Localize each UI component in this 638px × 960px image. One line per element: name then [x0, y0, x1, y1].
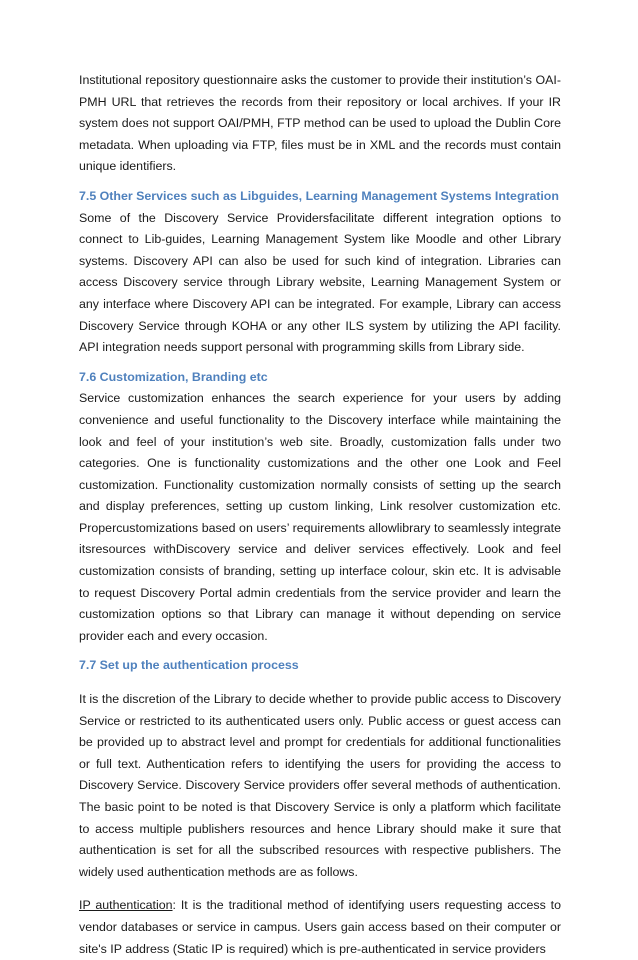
section-7-6-heading: 7.6 Customization, Branding etc: [79, 369, 268, 384]
section-7-5-heading: 7.5 Other Services such as Libguides, Learning Management Systems Integration: [79, 188, 559, 203]
ip-authentication-term: IP authentication: [79, 898, 173, 913]
section-7-7-paragraph: It is the discretion of the Library to decide whether to provide public access to Discovery Service or restricted to its authenticated users only. Public access or guest access can be provided up to abstract level and prompt for credentials for additional functionalities or full text. Authentication refers to identifying the users for providing the access to Discovery Service. Discovery Service providers offer several methods of authentication. The basic point to be noted is that Discovery Service is only a platform which facilitate to access multiple publishers resources and hence Library should make it sure that authentication is set for all the subscribed resources with respective publishers. The widely used authentication methods are as follows.: [79, 692, 561, 879]
intro-paragraph: Institutional repository questionnaire asks the customer to provide their institution’s OAI-PMH URL that retrieves the records from their repository or local archives. If your IR system does not support OAI/PMH, FTP method can be used to upload the Dublin Core metadata. When uploading via FTP, files must be in XML and the records must contain unique identifiers.: [79, 73, 561, 174]
section-7-5-paragraph: Some of the Discovery Service Providersfacilitate different integration options to connect to Lib-guides, Learning Management System like Moodle and other Library systems. Discovery API can also be used for such kind of integration. Libraries can access Discovery service through Library website, Learning Management System or any interface where Discovery API can be integrated. For example, Library can access Discovery Service through KOHA or any other ILS system by utilizing the API facility. API integration needs support personal with programming skills from Library side.: [79, 210, 561, 355]
section-7-6-paragraph: Service customization enhances the search experience for your users by adding convenience and useful functionality to the Discovery interface while maintaining the look and feel of your institution’s web site. Broadly, customization falls under two categories. One is functionality customizations and the other one Look and Feel customization. Functionality customization normally consists of setting up the search and display preferences, setting up custom linking, Link resolver customization etc. Propercustomizations based on users’ requirements allowlibrary to seamlessly integrate itsresources withDiscovery service and deliver services effectively. Look and feel customization consists of branding, setting up interface colour, skin etc. It is advisable to request Discovery Portal admin credentials from the service provider and learn the customization options so that Library can manage it without depending on service provider each and every occasion.: [79, 391, 561, 643]
section-7-7-heading: 7.7 Set up the authentication process: [79, 658, 299, 673]
ip-authentication-paragraph: [79, 895, 561, 960]
ip-authentication-text: : It is the traditional method of identifying users requesting access to vendor databases or service in campus. Users gain access based on their computer or site's IP address (Static IP is required) which is pre-authenticated in service providers: [79, 898, 561, 956]
document-page: [79, 70, 561, 960]
